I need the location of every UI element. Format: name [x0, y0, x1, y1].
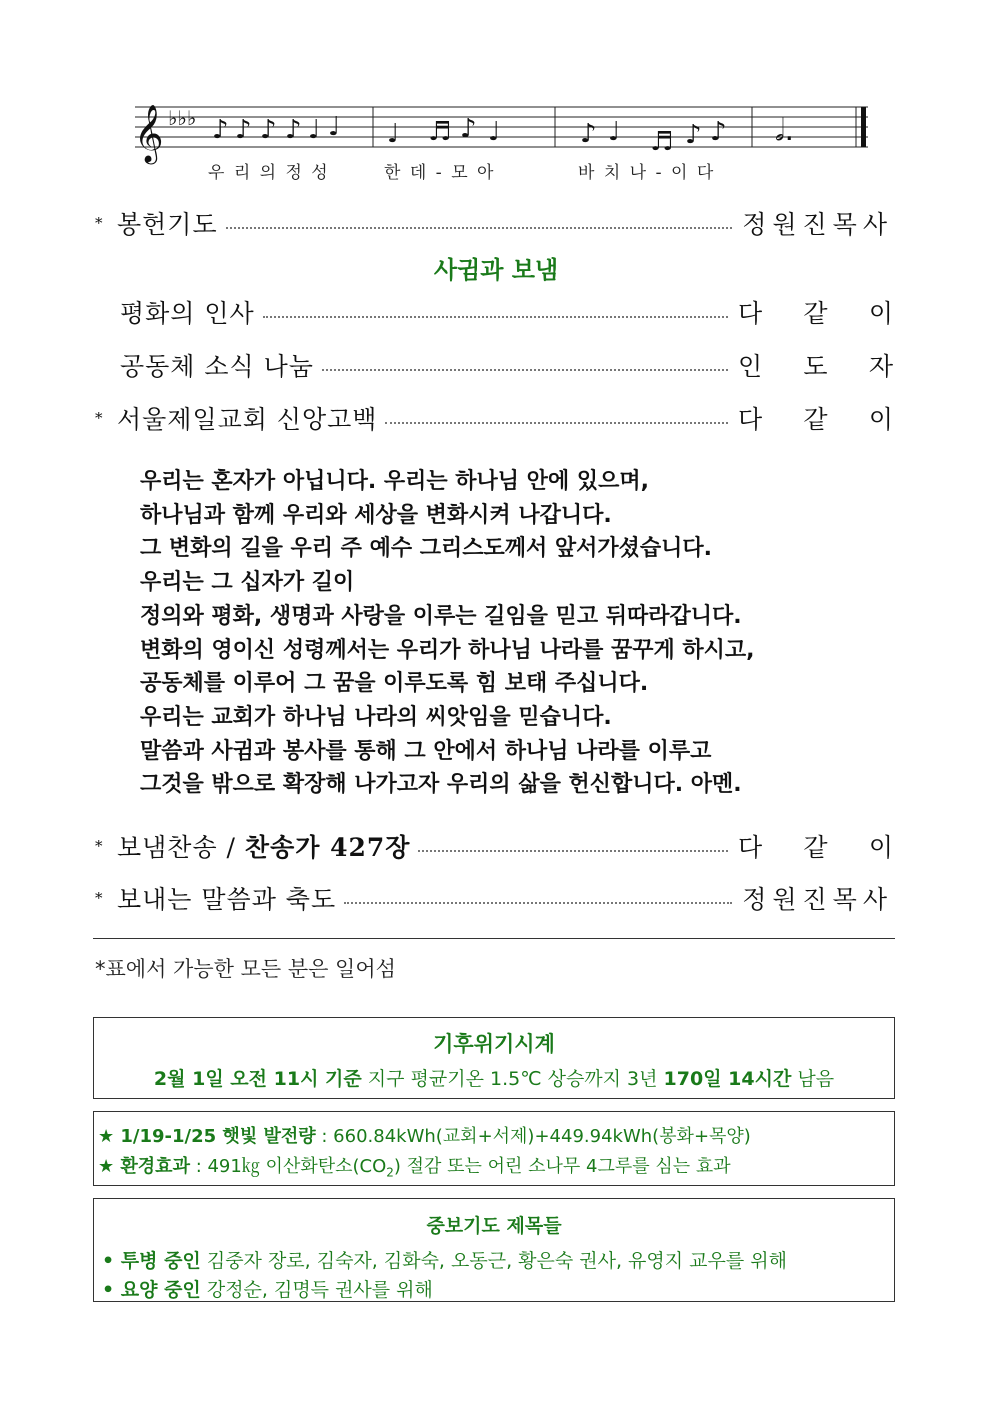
creed-line: 우리는 그 십자가 길이	[140, 570, 355, 596]
lyrics-1: 우 리 의 정 성	[208, 163, 330, 183]
order-leader: 정원진목사	[742, 885, 893, 914]
leader-dots	[344, 902, 732, 904]
climate-clock-box	[93, 1017, 895, 1099]
order-leader: 다 같 이	[738, 405, 893, 434]
stand-marker: *	[95, 214, 103, 232]
svg-text:♬: ♬	[428, 117, 452, 147]
order-label: 평화의 인사	[120, 299, 255, 328]
stand-marker: *	[95, 889, 103, 907]
svg-text:♩: ♩	[328, 112, 341, 142]
order-label: 봉헌기도	[117, 210, 218, 239]
divider	[93, 938, 895, 939]
svg-text:♪: ♪	[285, 115, 302, 145]
order-label: 서울제일교회 신앙고백	[117, 405, 378, 434]
creed-line: 공동체를 이루어 그 꿈을 이루도록 힘 보태 주십니다.	[140, 671, 649, 697]
svg-text:♩: ♩	[308, 115, 321, 145]
order-label: 보내는 말씀과 축도	[117, 885, 337, 914]
creed-line: 하나님과 함께 우리와 세상을 변화시켜 나갑니다.	[140, 502, 612, 528]
creed-line: 그 변화의 길을 우리 주 예수 그리스도께서 앞서가셨습니다.	[140, 536, 713, 562]
creed-line: 우리는 교회가 하나님 나라의 씨앗임을 믿습니다.	[140, 704, 612, 730]
lyrics-2: 한 데 - 모 아	[384, 163, 496, 183]
prayer-item-1: • 투병 중인 김중자 장로, 김숙자, 김화숙, 오동근, 황은숙 권사, 유영지 교우를 위해	[102, 1250, 787, 1272]
svg-text:♩: ♩	[608, 117, 621, 147]
creed-line: 우리는 혼자가 아닙니다. 우리는 하나님 안에 있으며,	[140, 469, 649, 494]
lyrics-3: 바 치 나 - 이 다	[578, 163, 716, 183]
creed-text	[140, 465, 755, 802]
treble-clef-icon: 𝄞	[134, 104, 164, 162]
svg-text:♪: ♪	[685, 120, 702, 150]
svg-text:♪: ♪	[235, 115, 252, 145]
leader-dots	[418, 850, 728, 852]
prayer-requests-box	[93, 1198, 895, 1302]
order-row-sending-hymn	[95, 829, 893, 863]
svg-text:♪: ♪	[212, 115, 229, 145]
solar-line-2: ★ 환경효과 : 491㎏ 이산화탄소$(CO_2)$ 절감 또는 어린 소나무 4그루를 심는 효과	[98, 1156, 731, 1180]
svg-text:♪: ♪	[460, 114, 477, 144]
creed-line: 그것을 밖으로 확장해 나가고자 우리의 삶을 헌신합니다. 아멘.	[140, 772, 742, 798]
svg-text:♩: ♩	[387, 119, 400, 149]
order-row-offering-prayer	[95, 206, 893, 240]
leader-dots	[263, 316, 728, 318]
svg-text:♪: ♪	[710, 117, 727, 147]
order-row-community-news	[95, 348, 893, 382]
order-row-creed	[95, 401, 893, 435]
solar-line-1: ★ 1/19-1/25 햇빛 발전량 : 660.84kWh(교회+서제)+449.94kWh(봉화+목양)	[98, 1126, 751, 1147]
order-leader: 다 같 이	[738, 833, 893, 862]
prayer-item-2: • 요양 중인 강정순, 김명득 권사를 위해	[102, 1279, 433, 1301]
svg-text:♪: ♪	[580, 119, 597, 149]
leader-dots	[226, 227, 733, 229]
creed-line: 정의와 평화, 생명과 사랑을 이루는 길임을 믿고 뒤따라갑니다.	[140, 603, 742, 629]
svg-text:♬: ♬	[650, 127, 674, 157]
climate-title: 기후위기시계	[433, 1032, 555, 1056]
order-leader: 다 같 이	[738, 299, 893, 328]
svg-text:♭♭♭: ♭♭♭	[168, 106, 197, 130]
order-row-benediction	[95, 881, 893, 915]
section-title: 사귐과 보냄	[433, 256, 559, 284]
leader-dots	[385, 422, 728, 424]
stand-marker: *	[95, 409, 103, 427]
order-leader: 인 도 자	[738, 352, 893, 381]
svg-text:♪: ♪	[260, 115, 277, 145]
climate-line: 2월 1일 오전 11시 기준 지구 평균기온 1.5℃ 상승까지 3년 170일 14시간 남음	[153, 1068, 835, 1090]
creed-line: 말씀과 사귐과 봉사를 통해 그 안에서 하나님 나라를 이루고	[140, 738, 712, 764]
order-label: 공동체 소식 나눔	[120, 352, 314, 381]
creed-line: 변화의 영이신 성령께서는 우리가 하나님 나라를 꿈꾸게 하시고,	[140, 637, 755, 663]
leader-dots	[322, 369, 728, 371]
svg-text:𝅗𝅥.: 𝅗𝅥.	[775, 113, 795, 148]
stand-marker: *	[95, 837, 103, 855]
prayer-title: 중보기도 제목들	[426, 1215, 562, 1237]
footnote: *표에서 가능한 모든 분은 일어섬	[95, 957, 396, 981]
svg-text:♩: ♩	[488, 117, 501, 147]
order-leader: 정원진목사	[742, 210, 893, 239]
order-label: 보냄찬송 / 찬송가 427장	[117, 833, 411, 862]
order-row-peace-greeting	[95, 295, 893, 329]
solar-power-box	[93, 1111, 895, 1186]
